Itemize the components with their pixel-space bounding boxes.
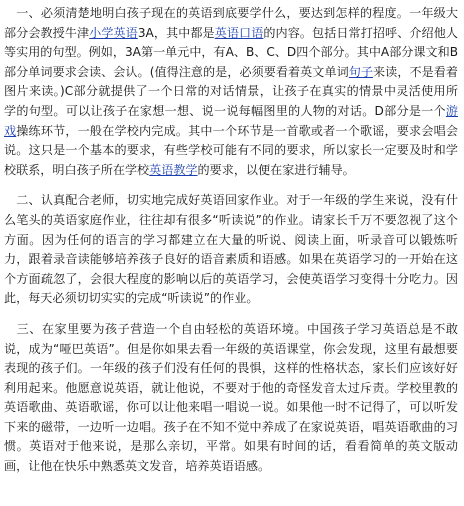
keyword-link[interactable]: 英语教学 xyxy=(149,162,198,177)
paragraph-two xyxy=(4,191,458,309)
paragraph-text: 的内容。包括日常打招呼、介绍他人等实用的句型。例如，3A第一单元中，有A、B、C、D四个部分。其中A部分课文和B部分单词要求会读、会认。(值得注意的是，必须要看着英文单词 xyxy=(4,25,458,79)
paragraph-text: 的要求，以便在家进行辅导。 xyxy=(197,162,355,177)
paragraph-one xyxy=(4,4,458,180)
keyword-link[interactable]: 英语口语 xyxy=(214,25,264,40)
paragraph-text: 来读，不是看着图片来读。)C部分就提供了一个日常的对话情景，让孩子在真实的情景中灵活使用所学的句型。可以让孩子在家想一想、说一说每幅图里的人物的对话。D部分是一个 xyxy=(4,64,458,118)
paragraph-text: 一、必须清楚地明白孩子现在的英语到底要学什么，要达到怎样的程度。一年级大部分会教授牛津 xyxy=(4,6,458,40)
keyword-link[interactable]: 句子 xyxy=(348,64,374,79)
paragraph-text: 操练环节，一般在学校内完成。其中一个环节是一首歌或者一个歌谣，要求会唱会说。这只是一个基本的要求，有些学校可能有不同的要求，所以家长一定要及时和学校联系，明白孩子所在学校 xyxy=(4,123,458,177)
keyword-link[interactable]: 游戏 xyxy=(4,103,458,138)
paragraph-text: 二、认真配合老师，切实地完成好英语回家作业。对于一年级的学生来说，没有什么笔头的英语家庭作业，往往却有很多“听读说”的作业。请家长千万不要忽视了这个方面。因为任何的语言的学习都建立在大量的听说、阅读上面，听录音可以锻炼听力，跟着录音读能够培养孩子良好的语音素质和语感。如果在英语学习的一开始在这个方面疏忽了，会很大程度的影响以后的英语学习，会使英语学习变得十分吃力。因此，每天必须切切实实的完成“听读说”的作业。 xyxy=(4,193,458,306)
article-body xyxy=(4,4,458,477)
paragraph-three xyxy=(4,320,458,477)
keyword-link[interactable]: 小学英语 xyxy=(89,25,138,40)
paragraph-text: 3A，其中都是 xyxy=(137,25,215,40)
paragraph-text: 三、在家里要为孩子营造一个自由轻松的英语环境。中国孩子学习英语总是不敢说，成为“哑巴英语”。但是你如果去看一年级的英语课堂，你会发现，这里有最想要表现的孩子们。一年级的孩子们没有任何的畏惧，这样的性格状态，家长们应该好好利用起来。他愿意说英语，就让他说，不要对于他的奇怪发音太过斥责。学校里教的英语歌曲、英语歌谣，你可以让他来唱一唱说一说。如果他一时不记得了，可以听发下来的磁带，一边听一边唱。孩子在不知不觉中养成了在家说英语，唱英语歌曲的习惯。英语对于他来说，是那么亲切，平常。如果有时间的话，看看简单的英文版动画，让他在快乐中熟悉英文发音，培养英语语感。 xyxy=(4,321,458,474)
